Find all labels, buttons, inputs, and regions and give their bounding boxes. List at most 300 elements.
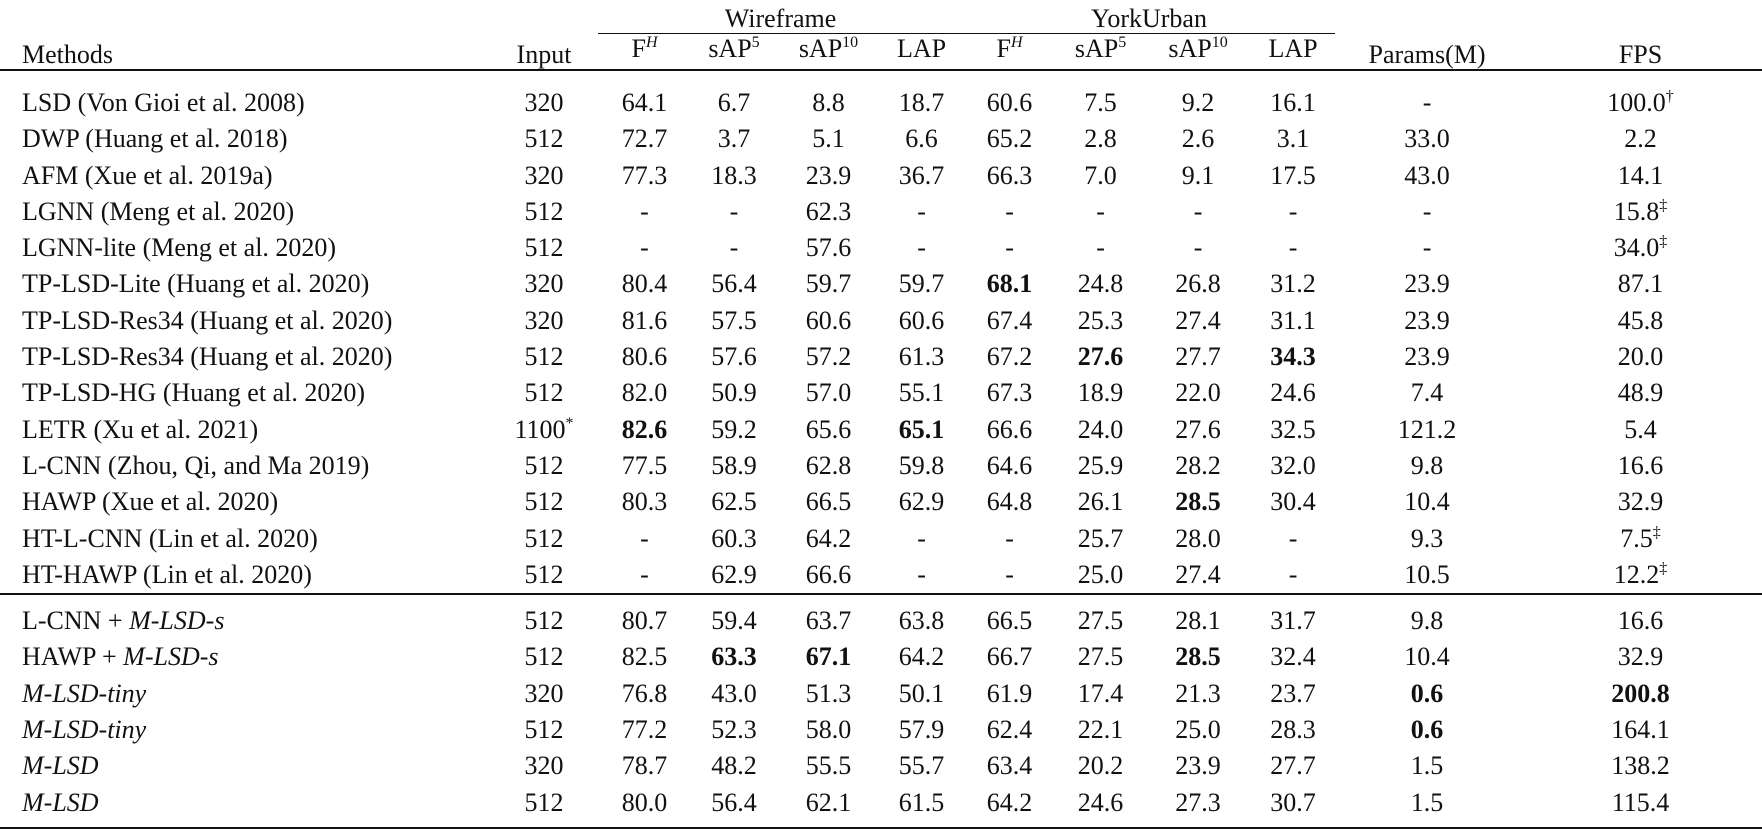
cell-value: 67.4 — [986, 305, 1033, 335]
value-cell — [963, 748, 1056, 784]
value-cell — [963, 521, 1056, 557]
value-cell — [963, 339, 1056, 375]
value-cell — [1056, 712, 1145, 748]
cell-value: - — [640, 233, 649, 263]
value-cell — [691, 121, 777, 157]
value-cell — [1145, 121, 1251, 157]
input-cell — [490, 448, 598, 484]
value-cell — [777, 639, 880, 675]
value-cell — [1519, 266, 1762, 302]
cell-value: 22.0 — [1175, 378, 1221, 408]
value-cell — [1056, 412, 1145, 448]
value-cell — [777, 194, 880, 230]
cell-value: 15.8 — [1613, 196, 1660, 226]
value-cell — [1145, 375, 1251, 411]
cell-value: 80.3 — [621, 487, 668, 517]
cell-value: 56.4 — [711, 787, 757, 817]
value-cell — [880, 521, 963, 557]
value-cell — [598, 194, 691, 230]
cell-value: 0.6 — [1410, 678, 1444, 708]
value-cell — [880, 230, 963, 266]
table-row — [0, 266, 1762, 302]
input-cell — [490, 676, 598, 712]
value-cell — [777, 594, 880, 639]
cell-value: 25.3 — [1077, 305, 1124, 335]
cell-value: 25.0 — [1077, 559, 1124, 589]
table-row — [0, 70, 1762, 121]
value-cell — [963, 266, 1056, 302]
value-cell — [1519, 194, 1762, 230]
input-value: 320 — [524, 751, 564, 781]
cell-value: 51.3 — [805, 678, 852, 708]
value-cell — [1251, 748, 1335, 784]
value-cell — [777, 339, 880, 375]
value-cell — [963, 194, 1056, 230]
value-cell — [1056, 748, 1145, 784]
subheader-4 — [963, 34, 1056, 71]
subheader-5 — [1056, 34, 1145, 71]
cell-value: 66.5 — [986, 606, 1033, 636]
cell-value: 62.5 — [711, 487, 757, 517]
cell-value: 55.5 — [805, 751, 852, 781]
cell-value: - — [1005, 233, 1014, 263]
cell-value: 7.0 — [1084, 160, 1117, 190]
input-value: 512 — [524, 523, 564, 553]
cell-value: 59.7 — [805, 269, 852, 299]
cell-value: 28.2 — [1175, 450, 1221, 480]
cell-value: 5.4 — [1624, 414, 1657, 444]
input-footnote-mark: * — [565, 414, 574, 432]
header-yorkurban: YorkUrban — [963, 0, 1335, 34]
value-cell — [598, 412, 691, 448]
input-value: 320 — [524, 678, 564, 708]
value-cell — [963, 303, 1056, 339]
cell-value: 72.7 — [621, 124, 668, 154]
value-cell — [1335, 230, 1519, 266]
value-cell — [880, 557, 963, 594]
value-cell — [691, 748, 777, 784]
cell-value: 7.5 — [1084, 88, 1117, 117]
cell-value: 6.6 — [905, 124, 938, 154]
value-cell — [1056, 339, 1145, 375]
cell-value: 22.1 — [1077, 715, 1124, 745]
value-cell — [1251, 557, 1335, 594]
method-cell — [0, 557, 490, 594]
method-cell — [0, 230, 490, 266]
value-cell — [1056, 303, 1145, 339]
input-cell — [490, 375, 598, 411]
method-variant: M-LSD-tiny — [22, 715, 147, 745]
method-cell — [0, 194, 490, 230]
cell-value: 28.3 — [1270, 715, 1316, 745]
cell-value: - — [1096, 233, 1105, 263]
input-cell — [490, 121, 598, 157]
input-cell — [490, 712, 598, 748]
value-cell — [1519, 557, 1762, 594]
value-cell — [1145, 594, 1251, 639]
cell-value: 61.5 — [898, 787, 945, 817]
value-cell — [1335, 676, 1519, 712]
cell-value: 67.3 — [986, 378, 1033, 408]
cell-value: 48.9 — [1617, 378, 1664, 408]
input-cell — [490, 194, 598, 230]
cell-value: 24.6 — [1270, 378, 1316, 408]
value-cell — [1519, 121, 1762, 157]
value-cell — [1519, 676, 1762, 712]
value-cell — [691, 266, 777, 302]
subheader-2 — [777, 34, 880, 71]
cell-value: 32.4 — [1270, 642, 1316, 672]
cell-value: - — [729, 233, 739, 263]
cell-value: - — [917, 523, 926, 553]
value-cell — [1335, 121, 1519, 157]
value-cell — [880, 339, 963, 375]
input-value: 512 — [524, 787, 564, 817]
value-cell — [1335, 712, 1519, 748]
cell-value: 62.8 — [805, 450, 852, 480]
cell-value: - — [729, 196, 739, 226]
value-cell — [880, 375, 963, 411]
value-cell — [598, 748, 691, 784]
value-cell — [963, 785, 1056, 828]
cell-value: 63.8 — [898, 606, 945, 636]
value-cell — [880, 712, 963, 748]
value-cell — [963, 676, 1056, 712]
cell-value: 9.2 — [1181, 88, 1215, 117]
value-cell — [1335, 339, 1519, 375]
cell-value: 31.2 — [1270, 269, 1316, 299]
value-cell — [1251, 339, 1335, 375]
value-cell — [1145, 70, 1251, 121]
input-value: 512 — [524, 378, 564, 408]
table-row — [0, 748, 1762, 784]
cell-value: 27.7 — [1175, 342, 1221, 372]
cell-value: 24.8 — [1077, 269, 1124, 299]
value-cell — [1519, 448, 1762, 484]
cell-value: 34.3 — [1270, 342, 1316, 372]
input-value: 512 — [524, 233, 564, 263]
value-cell — [1056, 230, 1145, 266]
value-cell — [598, 375, 691, 411]
table-row — [0, 375, 1762, 411]
cell-value: - — [1422, 233, 1432, 263]
value-cell — [777, 557, 880, 594]
cell-value: 24.0 — [1077, 414, 1124, 444]
cell-value: 28.0 — [1175, 523, 1221, 553]
cell-value: 3.7 — [717, 124, 751, 154]
cell-value: 9.3 — [1410, 523, 1444, 553]
cell-value: 7.4 — [1410, 378, 1444, 408]
subheader-6 — [1145, 34, 1251, 71]
value-cell — [1056, 639, 1145, 675]
cell-value: 60.3 — [711, 523, 757, 553]
value-cell — [963, 230, 1056, 266]
cell-value: 50.1 — [898, 678, 945, 708]
cell-value: 81.6 — [621, 305, 668, 335]
value-cell — [1145, 785, 1251, 828]
value-cell — [1335, 70, 1519, 121]
method-cell — [0, 121, 490, 157]
cell-value: 32.5 — [1270, 414, 1316, 444]
value-cell — [1056, 266, 1145, 302]
value-cell — [598, 785, 691, 828]
value-cell — [691, 557, 777, 594]
value-cell — [1251, 676, 1335, 712]
input-value: 320 — [524, 269, 564, 299]
header-params: Params(M) — [1335, 0, 1519, 70]
input-cell — [490, 339, 598, 375]
table-row — [0, 448, 1762, 484]
value-cell — [1519, 70, 1762, 121]
cell-value: 62.4 — [986, 715, 1033, 745]
cell-value: 23.9 — [1404, 342, 1450, 372]
value-cell — [880, 639, 963, 675]
value-cell — [777, 158, 880, 194]
method-name: L-CNN + — [22, 606, 130, 636]
value-cell — [1251, 266, 1335, 302]
value-cell — [1335, 785, 1519, 828]
method-name: TP-LSD-HG (Huang et al. 2020) — [22, 378, 365, 408]
value-cell — [963, 639, 1056, 675]
cell-value: 21.3 — [1175, 678, 1221, 708]
cell-value: - — [1005, 196, 1014, 226]
cell-value: 121.2 — [1397, 414, 1457, 444]
cell-value: 18.9 — [1077, 378, 1124, 408]
value-cell — [1251, 230, 1335, 266]
value-cell — [691, 70, 777, 121]
value-cell — [880, 412, 963, 448]
table-row — [0, 785, 1762, 828]
value-cell — [880, 70, 963, 121]
cell-value: 14.1 — [1617, 160, 1664, 190]
method-name: HT-HAWP (Lin et al. 2020) — [22, 559, 312, 589]
value-cell — [880, 121, 963, 157]
cell-value: - — [1193, 196, 1203, 226]
cell-value: 23.9 — [1404, 269, 1450, 299]
cell-value: 20.2 — [1077, 751, 1124, 781]
value-cell — [691, 375, 777, 411]
value-cell — [598, 448, 691, 484]
method-cell — [0, 785, 490, 828]
value-cell — [963, 484, 1056, 520]
method-variant: M-LSD-s — [129, 606, 225, 636]
value-cell — [777, 266, 880, 302]
method-name: HAWP + — [22, 642, 124, 672]
value-cell — [1251, 303, 1335, 339]
cell-value: 59.8 — [898, 450, 945, 480]
subheader-base: sAP — [1168, 34, 1212, 63]
value-cell — [963, 594, 1056, 639]
input-value: 512 — [524, 642, 564, 672]
cell-value: 16.6 — [1617, 606, 1664, 636]
method-name: LETR (Xu et al. 2021) — [22, 414, 259, 444]
value-cell — [1145, 712, 1251, 748]
cell-value: 55.1 — [898, 378, 945, 408]
cell-value: 76.8 — [621, 678, 668, 708]
value-cell — [963, 448, 1056, 484]
cell-value: 57.5 — [711, 305, 757, 335]
cell-value: 62.3 — [805, 196, 852, 226]
fps-footnote-mark: ‡ — [1659, 196, 1668, 214]
value-cell — [598, 594, 691, 639]
cell-value: - — [1288, 196, 1298, 226]
fps-footnote-mark: ‡ — [1652, 523, 1661, 541]
cell-value: 55.7 — [898, 751, 945, 781]
value-cell — [1335, 557, 1519, 594]
value-cell — [1335, 194, 1519, 230]
cell-value: 57.6 — [711, 342, 757, 372]
cell-value: 64.2 — [805, 523, 852, 553]
cell-value: 2.8 — [1084, 124, 1117, 154]
subheader-base: LAP — [896, 34, 947, 63]
value-cell — [1251, 158, 1335, 194]
value-cell — [880, 194, 963, 230]
value-cell — [1519, 484, 1762, 520]
method-variant: M-LSD — [22, 751, 99, 781]
subheader-base: sAP — [708, 34, 752, 63]
value-cell — [691, 639, 777, 675]
value-cell — [598, 484, 691, 520]
value-cell — [1145, 230, 1251, 266]
cell-value: 100.0 — [1607, 88, 1666, 117]
cell-value: 10.4 — [1404, 487, 1450, 517]
cell-value: 59.4 — [711, 606, 757, 636]
cell-value: 164.1 — [1611, 715, 1670, 745]
value-cell — [691, 230, 777, 266]
value-cell — [1519, 339, 1762, 375]
cell-value: - — [1288, 233, 1298, 263]
value-cell — [1335, 303, 1519, 339]
method-cell — [0, 448, 490, 484]
value-cell — [777, 230, 880, 266]
value-cell — [1056, 375, 1145, 411]
cell-value: 78.7 — [621, 751, 668, 781]
cell-value: 52.3 — [711, 715, 757, 745]
cell-value: 1.5 — [1410, 751, 1444, 781]
input-cell — [490, 303, 598, 339]
cell-value: 12.2 — [1613, 559, 1660, 589]
subheader-base: sAP — [798, 34, 843, 63]
cell-value: 27.4 — [1175, 559, 1221, 589]
value-cell — [598, 121, 691, 157]
cell-value: 34.0 — [1613, 233, 1660, 263]
subheader-sup: 5 — [751, 34, 760, 51]
value-cell — [1056, 521, 1145, 557]
cell-value: 64.6 — [986, 450, 1033, 480]
value-cell — [1519, 594, 1762, 639]
cell-value: 60.6 — [986, 88, 1033, 117]
cell-value: - — [640, 559, 649, 589]
cell-value: 23.9 — [1404, 305, 1450, 335]
input-cell — [490, 521, 598, 557]
value-cell — [691, 785, 777, 828]
cell-value: 58.0 — [805, 715, 852, 745]
cell-value: 57.6 — [805, 233, 852, 263]
value-cell — [1335, 412, 1519, 448]
value-cell — [1145, 748, 1251, 784]
cell-value: 67.2 — [986, 342, 1033, 372]
cell-value: 28.1 — [1175, 606, 1221, 636]
value-cell — [1519, 412, 1762, 448]
cell-value: - — [640, 523, 649, 553]
cell-value: 82.0 — [621, 378, 668, 408]
cell-value: 3.1 — [1276, 124, 1310, 154]
cell-value: 87.1 — [1617, 269, 1664, 299]
value-cell — [598, 521, 691, 557]
cell-value: 77.5 — [621, 450, 668, 480]
cell-value: 10.5 — [1404, 559, 1450, 589]
input-value: 512 — [524, 715, 564, 745]
subheader-1 — [691, 34, 777, 71]
value-cell — [1519, 303, 1762, 339]
header-input: Input — [490, 0, 598, 70]
cell-value: 23.9 — [1175, 751, 1221, 781]
cell-value: 62.9 — [898, 487, 945, 517]
method-name: LGNN (Meng et al. 2020) — [22, 196, 295, 226]
method-name: LSD (Von Gioi et al. 2008) — [22, 88, 305, 117]
method-cell — [0, 158, 490, 194]
value-cell — [1056, 194, 1145, 230]
value-cell — [880, 748, 963, 784]
value-cell — [1056, 594, 1145, 639]
input-cell — [490, 639, 598, 675]
cell-value: 31.7 — [1270, 606, 1316, 636]
value-cell — [1519, 639, 1762, 675]
value-cell — [1145, 194, 1251, 230]
cell-value: 32.0 — [1270, 450, 1316, 480]
method-name: AFM (Xue et al. 2019a) — [22, 160, 273, 190]
subheader-3 — [880, 34, 963, 71]
method-variant: M-LSD — [22, 787, 99, 817]
cell-value: 27.6 — [1077, 342, 1124, 372]
value-cell — [1145, 448, 1251, 484]
value-cell — [1335, 484, 1519, 520]
method-cell — [0, 339, 490, 375]
subheader-sup: H — [1011, 34, 1023, 51]
cell-value: - — [1005, 559, 1014, 589]
value-cell — [777, 375, 880, 411]
input-value: 512 — [524, 487, 564, 517]
header-wireframe: Wireframe — [598, 0, 963, 34]
cell-value: 27.4 — [1175, 305, 1221, 335]
value-cell — [1056, 70, 1145, 121]
value-cell — [1251, 594, 1335, 639]
cell-value: 25.9 — [1077, 450, 1124, 480]
value-cell — [598, 676, 691, 712]
value-cell — [777, 121, 880, 157]
method-name: DWP (Huang et al. 2018) — [22, 124, 288, 154]
cell-value: 66.7 — [986, 642, 1033, 672]
input-cell — [490, 785, 598, 828]
header-methods: Methods — [0, 0, 490, 70]
value-cell — [1251, 412, 1335, 448]
cell-value: 66.3 — [986, 160, 1033, 190]
cell-value: 20.0 — [1617, 342, 1664, 372]
cell-value: - — [1096, 196, 1105, 226]
value-cell — [1145, 339, 1251, 375]
method-cell — [0, 375, 490, 411]
value-cell — [598, 303, 691, 339]
method-name: HT-L-CNN (Lin et al. 2020) — [22, 523, 318, 553]
input-value: 512 — [524, 450, 564, 480]
cell-value: - — [1288, 559, 1298, 589]
subheader-0 — [598, 34, 691, 71]
method-name: HAWP (Xue et al. 2020) — [22, 487, 279, 517]
value-cell — [691, 194, 777, 230]
value-cell — [777, 70, 880, 121]
method-cell — [0, 712, 490, 748]
value-cell — [598, 266, 691, 302]
